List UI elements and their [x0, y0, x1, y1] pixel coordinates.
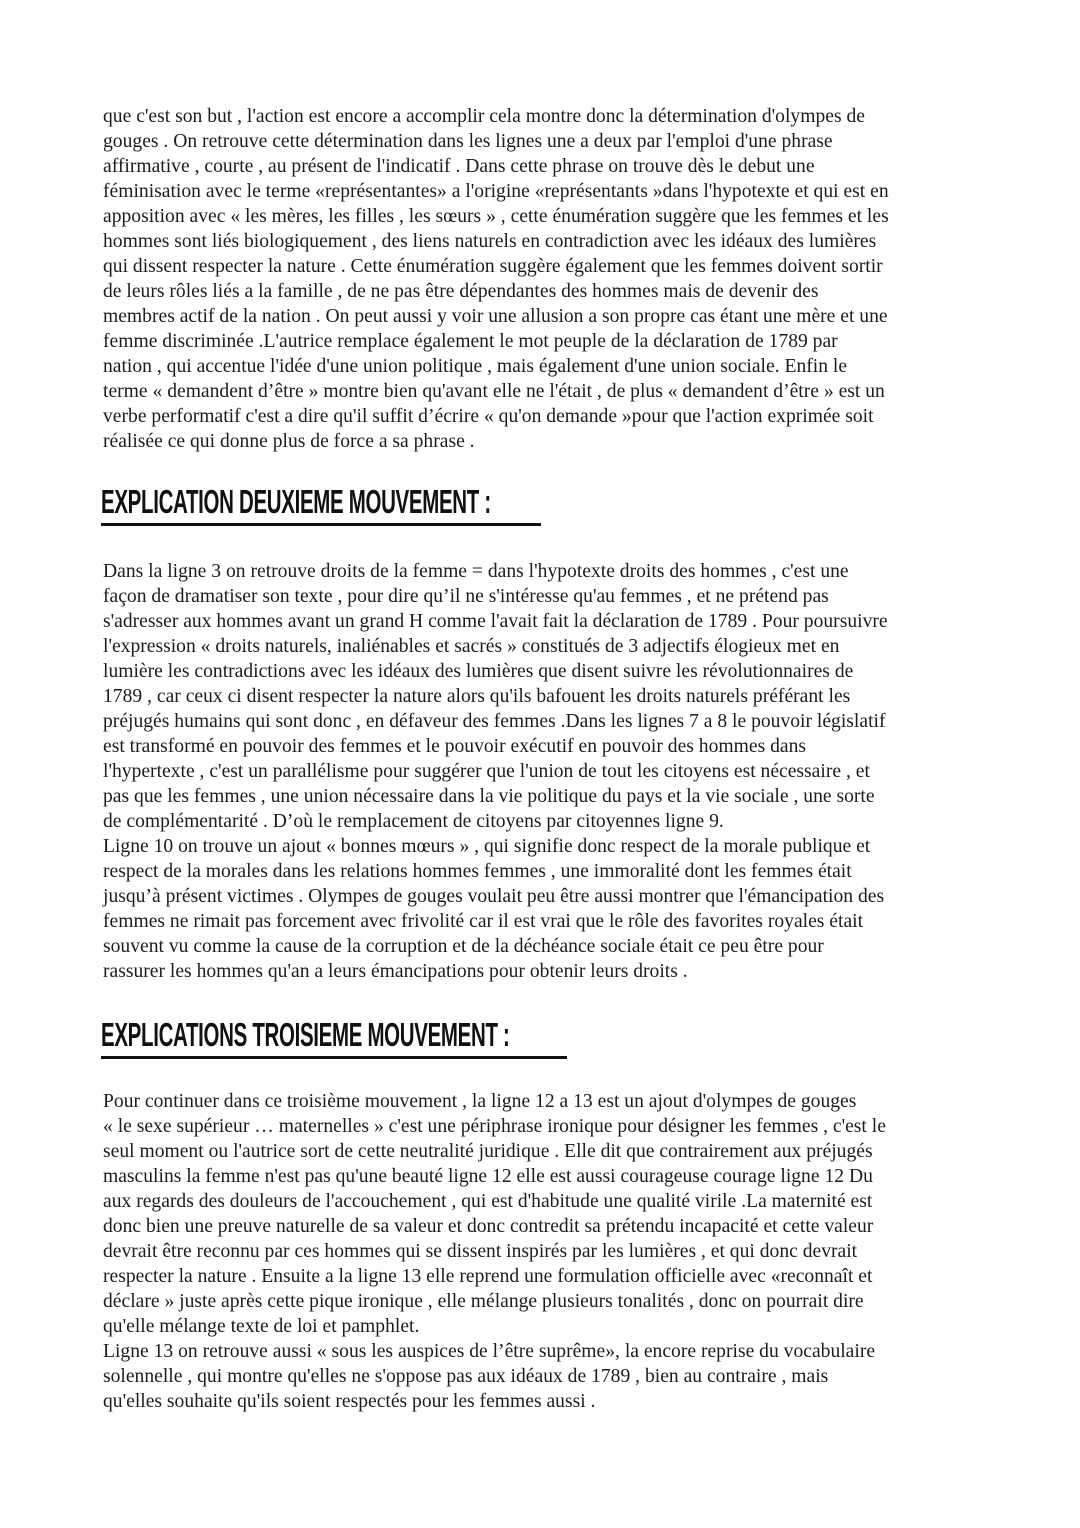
text-line: réalisée ce qui donne plus de force a sa phrase . — [103, 431, 475, 452]
text-line: lumière les contradictions avec les idéaux des lumières que disent suivre les révolutionnaires de — [103, 661, 854, 682]
text-line: qu'elle mélange texte de loi et pamphlet. — [103, 1316, 420, 1337]
heading-underline — [101, 1056, 567, 1059]
text-line: est transformé en pouvoir des femmes et le pouvoir exécutif en pouvoir des hommes dans — [103, 736, 807, 757]
text-line: femmes ne rimait pas forcement avec frivolité car il est vrai que le rôle des favorites royales était — [103, 911, 864, 932]
text-line: s'adresser aux hommes avant un grand H comme l'avait fait la déclaration de 1789 . Pour poursuivre — [103, 611, 888, 632]
text-line: Pour continuer dans ce troisième mouvement , la ligne 12 a 13 est un ajout d'olympes de gouges — [103, 1091, 857, 1112]
text-line: 1789 , car ceux ci disent respecter la nature alors qu'ils bafouent les droits naturels préférant les — [103, 686, 851, 707]
text-line: Ligne 13 on retrouve aussi « sous les auspices de l’être suprême», la encore reprise du vocabulaire — [103, 1341, 876, 1362]
text-line: l'hypertexte , c'est un parallélisme pour suggérer que l'union de tout les citoyens est nécessaire , et — [103, 761, 870, 782]
text-line: membres actif de la nation . On peut aussi y voir une allusion a son propre cas étant une mère et une — [103, 306, 888, 327]
text-line: terme « demandent d’être » montre bien qu'avant elle ne l'était , de plus « demandent d’être » est un — [103, 381, 885, 402]
section-heading-troisieme-mouvement: EXPLICATIONS TROISIEME MOUVEMENT : — [101, 1016, 510, 1053]
text-line: souvent vu comme la cause de la corruption et de la déchéance sociale était ce peu être pour — [103, 936, 824, 957]
text-line: « le sexe supérieur … maternelles » c'est une périphrase ironique pour désigner les femmes , c'est le — [103, 1116, 886, 1137]
text-line: donc bien une preuve naturelle de sa valeur et donc contredit sa prétendu incapacité et cette valeur — [103, 1216, 874, 1237]
paragraph-deuxieme-mouvement — [103, 559, 983, 984]
text-line: Ligne 10 on trouve un ajout « bonnes mœurs » , qui signifie donc respect de la morale publique et — [103, 836, 871, 857]
text-line: l'expression « droits naturels, inaliénables et sacrés » constitués de 3 adjectifs élogieux met en — [103, 636, 840, 657]
text-line: qui dissent respecter la nature . Cette énumération suggère également que les femmes doivent sortir — [103, 256, 883, 277]
text-line: de complémentarité . D’où le remplacement de citoyens par citoyennes ligne 9. — [103, 811, 724, 832]
text-line: gouges . On retrouve cette détermination dans les lignes une a deux par l'emploi d'une phrase — [103, 131, 833, 152]
text-line: nation , qui accentue l'idée d'une union politique , mais également d'une union sociale. Enfin le — [103, 356, 848, 377]
text-line: aux regards des douleurs de l'accouchement , qui est d'habitude une qualité virile .La maternité est — [103, 1191, 873, 1212]
text-line: masculins la femme n'est pas qu'une beauté ligne 12 elle est aussi courageuse courage ligne 12 Du — [103, 1166, 873, 1187]
text-line: respect de la morales dans les relations hommes femmes , une immoralité dont les femmes était — [103, 861, 852, 882]
text-line: que c'est son but , l'action est encore a accomplir cela montre donc la détermination d'olympes de — [103, 106, 865, 127]
text-line: hommes sont liés biologiquement , des liens naturels en contradiction avec les idéaux des lumières — [103, 231, 877, 252]
text-line: préjugés humains qui sont donc , en défaveur des femmes .Dans les lignes 7 a 8 le pouvoir législatif — [103, 711, 886, 732]
text-line: apposition avec « les mères, les filles , les sœurs » , cette énumération suggère que les femmes et les — [103, 206, 889, 227]
section-heading-deuxieme-mouvement: EXPLICATION DEUXIEME MOUVEMENT : — [101, 483, 491, 520]
text-line: déclare » juste après cette pique ironique , elle mélange plusieurs tonalités , donc on pourrait dire — [103, 1291, 864, 1312]
text-line: qu'elles souhaite qu'ils soient respectés pour les femmes aussi . — [103, 1391, 596, 1412]
text-line: Dans la ligne 3 on retrouve droits de la femme = dans l'hypotexte droits des hommes , c'est une — [103, 561, 849, 582]
text-line: verbe performatif c'est a dire qu'il suffit d’écrire « qu'on demande »pour que l'action exprimée soit — [103, 406, 874, 427]
text-line: de leurs rôles liés a la famille , de ne pas être dépendantes des hommes mais de devenir des — [103, 281, 819, 302]
paragraph-troisieme-mouvement — [103, 1089, 983, 1414]
text-line: pas que les femmes , une union nécessaire dans la vie politique du pays et la vie sociale , une sorte — [103, 786, 875, 807]
text-line: rassurer les hommes qu'an a leurs émancipations pour obtenir leurs droits . — [103, 961, 688, 982]
text-line: féminisation avec le terme «représentantes» a l'origine «représentants »dans l'hypotexte et qui est en — [103, 181, 889, 202]
paragraph-intro — [103, 104, 983, 454]
text-line: devrait être reconnu par ces hommes qui se dissent inspirés par les lumières , et qui donc devrait — [103, 1241, 858, 1262]
text-line: respecter la nature . Ensuite a la ligne 13 elle reprend une formulation officielle avec «reconnaît et — [103, 1266, 873, 1287]
text-line: jusqu’à présent victimes . Olympes de gouges voulait peu être aussi montrer que l'émancipation des — [103, 886, 885, 907]
text-line: solennelle , qui montre qu'elles ne s'oppose pas aux idéaux de 1789 , bien au contraire , mais — [103, 1366, 829, 1387]
text-line: affirmative , courte , au présent de l'indicatif . Dans cette phrase on trouve dès le debut une — [103, 156, 815, 177]
heading-underline — [101, 523, 541, 526]
text-line: seul moment ou l'autrice sort de cette neutralité juridique . Elle dit que contrairement aux préjugés — [103, 1141, 873, 1162]
text-line: femme discriminée .L'autrice remplace également le mot peuple de la déclaration de 1789 par — [103, 331, 838, 352]
text-line: façon de dramatiser son texte , pour dire qu’il ne s'intéresse qu'au femmes , et ne prétend pas — [103, 586, 829, 607]
